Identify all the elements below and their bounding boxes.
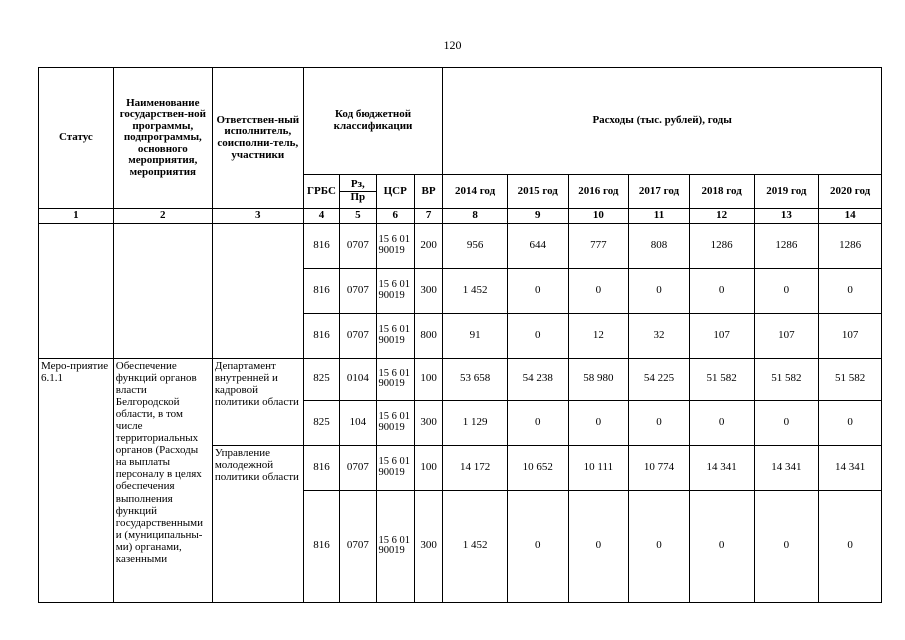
measure-name: Обеспечение функций органов власти Белгородской области, в том числе территориальных органов (Расходы на выплаты персоналу в целях обеспечения выполнения функций государственными и (муниципальны-ми) органами, казенными bbox=[113, 358, 212, 602]
column-number: 13 bbox=[754, 209, 819, 224]
header-executor: Ответствен-ный исполнитель, соисполни-тель, участники bbox=[212, 68, 303, 209]
value-cell: 58 980 bbox=[568, 358, 629, 400]
value-cell: 1286 bbox=[754, 223, 819, 268]
csr-cell: 15 6 01 90019 bbox=[376, 400, 414, 445]
value-cell: 0 bbox=[819, 268, 882, 313]
value-cell: 0 bbox=[819, 490, 882, 602]
column-number: 11 bbox=[629, 209, 690, 224]
value-cell: 107 bbox=[754, 313, 819, 358]
column-number: 4 bbox=[303, 209, 339, 224]
header-year: 2015 год bbox=[507, 175, 568, 209]
column-number: 2 bbox=[113, 209, 212, 224]
value-cell: 0 bbox=[568, 490, 629, 602]
value-cell: 956 bbox=[443, 223, 508, 268]
page-number: 120 bbox=[443, 38, 462, 52]
grbs-cell: 825 bbox=[303, 358, 339, 400]
rzpr-cell: 0707 bbox=[340, 445, 376, 490]
value-cell: 0 bbox=[629, 268, 690, 313]
value-cell: 54 238 bbox=[507, 358, 568, 400]
header-row-1 bbox=[39, 68, 882, 175]
value-cell: 0 bbox=[629, 400, 690, 445]
value-cell: 0 bbox=[507, 313, 568, 358]
rzpr-cell: 0707 bbox=[340, 313, 376, 358]
header-status: Статус bbox=[39, 68, 114, 209]
rzpr-cell: 0707 bbox=[340, 268, 376, 313]
csr-cell: 15 6 01 90019 bbox=[376, 445, 414, 490]
header-year: 2016 год bbox=[568, 175, 629, 209]
value-cell: 0 bbox=[507, 400, 568, 445]
csr-cell: 15 6 01 90019 bbox=[376, 490, 414, 602]
rzpr-cell: 0104 bbox=[340, 358, 376, 400]
value-cell: 51 582 bbox=[754, 358, 819, 400]
value-cell: 0 bbox=[507, 490, 568, 602]
rzpr-cell: 0707 bbox=[340, 490, 376, 602]
header-rzpr bbox=[340, 175, 376, 209]
value-cell: 10 774 bbox=[629, 445, 690, 490]
value-cell: 0 bbox=[689, 268, 754, 313]
header-name: Наименование государствен-ной программы, подпрограммы, основного мероприятия, мероприятия bbox=[113, 68, 212, 209]
value-cell: 0 bbox=[754, 400, 819, 445]
csr-cell: 15 6 01 90019 bbox=[376, 358, 414, 400]
rzpr-cell: 0707 bbox=[340, 223, 376, 268]
header-pr: Пр bbox=[350, 191, 366, 203]
value-cell: 32 bbox=[629, 313, 690, 358]
column-number: 14 bbox=[819, 209, 882, 224]
value-cell: 0 bbox=[819, 400, 882, 445]
value-cell: 0 bbox=[754, 490, 819, 602]
grbs-cell: 816 bbox=[303, 268, 339, 313]
value-cell: 14 341 bbox=[754, 445, 819, 490]
value-cell: 107 bbox=[689, 313, 754, 358]
csr-cell: 15 6 01 90019 bbox=[376, 313, 414, 358]
vr-cell: 100 bbox=[414, 445, 442, 490]
column-number: 8 bbox=[443, 209, 508, 224]
value-cell: 644 bbox=[507, 223, 568, 268]
table-row bbox=[39, 358, 882, 400]
value-cell: 10 652 bbox=[507, 445, 568, 490]
value-cell: 54 225 bbox=[629, 358, 690, 400]
name-cell-empty bbox=[113, 223, 212, 358]
value-cell: 14 341 bbox=[689, 445, 754, 490]
budget-table bbox=[38, 67, 882, 603]
column-number: 10 bbox=[568, 209, 629, 224]
header-year: 2018 год bbox=[689, 175, 754, 209]
value-cell: 0 bbox=[568, 400, 629, 445]
grbs-cell: 816 bbox=[303, 490, 339, 602]
column-number: 7 bbox=[414, 209, 442, 224]
value-cell: 1 452 bbox=[443, 490, 508, 602]
value-cell: 0 bbox=[568, 268, 629, 313]
measure-executor-1: Департамент внутренней и кадровой политики области bbox=[212, 358, 303, 445]
grbs-cell: 816 bbox=[303, 223, 339, 268]
header-grbs: ГРБС bbox=[303, 175, 339, 209]
column-number: 3 bbox=[212, 209, 303, 224]
value-cell: 1286 bbox=[819, 223, 882, 268]
vr-cell: 300 bbox=[414, 268, 442, 313]
header-csr: ЦСР bbox=[376, 175, 414, 209]
value-cell: 12 bbox=[568, 313, 629, 358]
value-cell: 0 bbox=[689, 490, 754, 602]
vr-cell: 300 bbox=[414, 490, 442, 602]
value-cell: 14 341 bbox=[819, 445, 882, 490]
value-cell: 0 bbox=[507, 268, 568, 313]
value-cell: 0 bbox=[689, 400, 754, 445]
column-number: 1 bbox=[39, 209, 114, 224]
status-cell-empty bbox=[39, 223, 114, 358]
value-cell: 91 bbox=[443, 313, 508, 358]
value-cell: 777 bbox=[568, 223, 629, 268]
column-number: 12 bbox=[689, 209, 754, 224]
header-year: 2014 год bbox=[443, 175, 508, 209]
column-number-row bbox=[39, 209, 882, 224]
value-cell: 1286 bbox=[689, 223, 754, 268]
value-cell: 51 582 bbox=[689, 358, 754, 400]
vr-cell: 200 bbox=[414, 223, 442, 268]
column-number: 6 bbox=[376, 209, 414, 224]
value-cell: 51 582 bbox=[819, 358, 882, 400]
value-cell: 10 111 bbox=[568, 445, 629, 490]
value-cell: 14 172 bbox=[443, 445, 508, 490]
header-year: 2020 год bbox=[819, 175, 882, 209]
grbs-cell: 816 bbox=[303, 313, 339, 358]
rzpr-cell: 104 bbox=[340, 400, 376, 445]
vr-cell: 100 bbox=[414, 358, 442, 400]
csr-cell: 15 6 01 90019 bbox=[376, 268, 414, 313]
header-expenses: Расходы (тыс. рублей), годы bbox=[443, 68, 882, 175]
grbs-cell: 825 bbox=[303, 400, 339, 445]
value-cell: 107 bbox=[819, 313, 882, 358]
value-cell: 53 658 bbox=[443, 358, 508, 400]
measure-status: Меро-приятие 6.1.1 bbox=[39, 358, 114, 602]
header-budget-code: Код бюджетной классификации bbox=[303, 68, 442, 175]
value-cell: 1 129 bbox=[443, 400, 508, 445]
column-number: 9 bbox=[507, 209, 568, 224]
vr-cell: 800 bbox=[414, 313, 442, 358]
value-cell: 0 bbox=[629, 490, 690, 602]
csr-cell: 15 6 01 90019 bbox=[376, 223, 414, 268]
value-cell: 808 bbox=[629, 223, 690, 268]
grbs-cell: 816 bbox=[303, 445, 339, 490]
header-year: 2017 год bbox=[629, 175, 690, 209]
column-number: 5 bbox=[340, 209, 376, 224]
header-year: 2019 год bbox=[754, 175, 819, 209]
header-vr: ВР bbox=[414, 175, 442, 209]
measure-executor-2: Управление молодежной политики области bbox=[212, 445, 303, 602]
table-row bbox=[39, 223, 882, 268]
header-rz: Рз, bbox=[340, 179, 375, 192]
executor-cell-empty bbox=[212, 223, 303, 358]
value-cell: 0 bbox=[754, 268, 819, 313]
value-cell: 1 452 bbox=[443, 268, 508, 313]
vr-cell: 300 bbox=[414, 400, 442, 445]
